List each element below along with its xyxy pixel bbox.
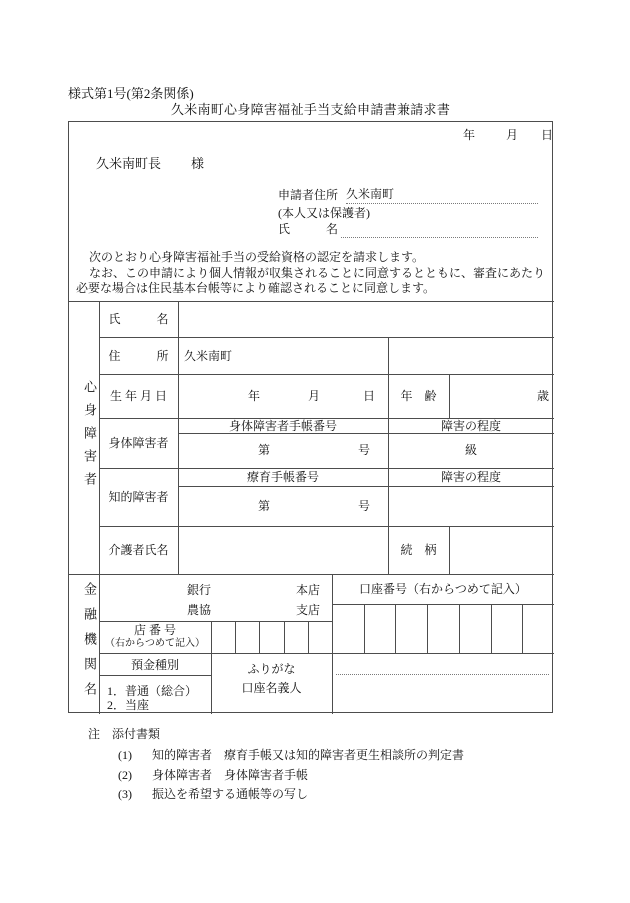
coop-label: 農協 bbox=[187, 603, 212, 617]
grid-line bbox=[99, 526, 554, 527]
account-box-divider bbox=[427, 604, 428, 653]
furigana-divider bbox=[336, 674, 549, 675]
grade-label: 級 bbox=[464, 443, 477, 457]
form-number: 様式第1号(第2条関係) bbox=[68, 86, 194, 101]
grid-line bbox=[332, 604, 554, 605]
form-box bbox=[68, 121, 553, 713]
form-title: 久米南町心身障害福祉手当支給申請書兼請求書 bbox=[170, 102, 451, 117]
rehab-number-go: 号 bbox=[358, 499, 371, 513]
rehab-number-dai: 第 bbox=[258, 499, 271, 513]
disability-degree-header-2: 障害の程度 bbox=[440, 470, 501, 484]
date-day-label: 日 bbox=[541, 128, 554, 142]
address-row-value: 久米南町 bbox=[184, 349, 233, 363]
account-box-divider bbox=[491, 604, 492, 653]
attachment-item-number: (1) bbox=[118, 748, 132, 762]
attachment-item-number: (2) bbox=[118, 768, 132, 782]
applicant-name-field bbox=[341, 222, 538, 238]
branch-label: 支店 bbox=[296, 603, 321, 617]
physical-handbook-number-header: 身体障害者手帳番号 bbox=[228, 419, 337, 433]
store-number-label: 店 番 号 bbox=[133, 623, 176, 637]
person-group-label: 心身障害者 bbox=[82, 380, 97, 495]
statement-line-2: なお、この申請により個人情報が収集されることに同意するとともに、審査にあたり bbox=[89, 266, 546, 280]
deposit-option-1: 1．普通（総合） bbox=[107, 684, 198, 698]
attachments-note-title: 添付書類 bbox=[112, 727, 161, 741]
grid-line bbox=[99, 374, 554, 375]
age-unit-label: 歳 bbox=[536, 389, 549, 403]
store-box-divider bbox=[284, 621, 285, 653]
rehab-handbook-number-header: 療育手帳番号 bbox=[246, 470, 319, 484]
addressee-honorific: 様 bbox=[191, 156, 205, 171]
physical-disability-label: 身体障害者 bbox=[108, 436, 169, 450]
intellectual-disability-label: 知的障害者 bbox=[108, 490, 169, 504]
head-office-label: 本店 bbox=[296, 583, 321, 597]
store-number-note: （右からつめて記入） bbox=[105, 638, 205, 649]
store-box-divider bbox=[308, 621, 309, 653]
attachment-item-number: (3) bbox=[118, 787, 132, 801]
account-box-divider bbox=[395, 604, 396, 653]
bank-label: 銀行 bbox=[187, 583, 212, 597]
statement-line-1: 次のとおり心身障害福祉手当の受給資格の認定を請求します。 bbox=[89, 250, 425, 264]
grid-line bbox=[99, 675, 211, 676]
date-month-label: 月 bbox=[506, 128, 519, 142]
grid-line bbox=[69, 301, 554, 302]
age-label: 年 齢 bbox=[400, 389, 437, 403]
grid-line bbox=[69, 574, 554, 575]
applicant-name-label: 氏 名 bbox=[278, 222, 339, 236]
name-row-label: 氏 名 bbox=[108, 312, 169, 326]
address-row-label: 住 所 bbox=[108, 349, 169, 363]
birth-month-label: 月 bbox=[308, 389, 321, 403]
applicant-address-value: 久米南町 bbox=[346, 187, 538, 204]
applicant-person-note: (本人又は保護者) bbox=[278, 206, 370, 220]
attachment-item-text: 振込を希望する通帳等の写し bbox=[152, 787, 309, 801]
account-box-divider bbox=[364, 604, 365, 653]
deposit-type-label: 預金種別 bbox=[130, 658, 179, 672]
grid-line bbox=[99, 468, 554, 469]
addressee-name: 久米南町長 bbox=[96, 156, 162, 171]
physical-number-go: 号 bbox=[358, 443, 371, 457]
attachments-note-label: 注 bbox=[88, 727, 101, 741]
attachment-item-text: 知的障害者 療育手帳又は知的障害者更生相談所の判定書 bbox=[152, 748, 465, 762]
date-year-label: 年 bbox=[463, 128, 476, 142]
grid-line bbox=[99, 621, 332, 622]
grid-line bbox=[178, 486, 554, 487]
birth-day-label: 日 bbox=[363, 389, 376, 403]
physical-number-dai: 第 bbox=[258, 443, 271, 457]
grid-line bbox=[178, 301, 179, 574]
grid-line bbox=[449, 526, 450, 574]
account-box-divider bbox=[459, 604, 460, 653]
birth-year-label: 年 bbox=[248, 389, 261, 403]
caregiver-name-label: 介護者氏名 bbox=[108, 543, 169, 557]
grid-line bbox=[99, 653, 554, 654]
account-number-header: 口座番号（右からつめて記入） bbox=[359, 582, 527, 596]
store-box-divider bbox=[235, 621, 236, 653]
deposit-option-2: 2．当座 bbox=[107, 698, 150, 712]
attachment-item-text: 身体障害者 身体障害者手帳 bbox=[152, 768, 309, 782]
statement-line-3: 必要な場合は住民基本台帳等により確認されることに同意します。 bbox=[76, 281, 436, 295]
account-holder-label: 口座名義人 bbox=[241, 681, 302, 695]
applicant-address-label: 申請者住所 bbox=[278, 188, 339, 202]
bank-group-label: 金融機関名 bbox=[82, 581, 97, 707]
relation-label: 続 柄 bbox=[400, 543, 437, 557]
birthdate-row-label: 生 年 月 日 bbox=[109, 389, 167, 403]
disability-degree-header: 障害の程度 bbox=[440, 419, 501, 433]
grid-line bbox=[99, 337, 554, 338]
furigana-label: ふりがな bbox=[247, 662, 296, 676]
account-box-divider bbox=[522, 604, 523, 653]
store-box-divider bbox=[259, 621, 260, 653]
